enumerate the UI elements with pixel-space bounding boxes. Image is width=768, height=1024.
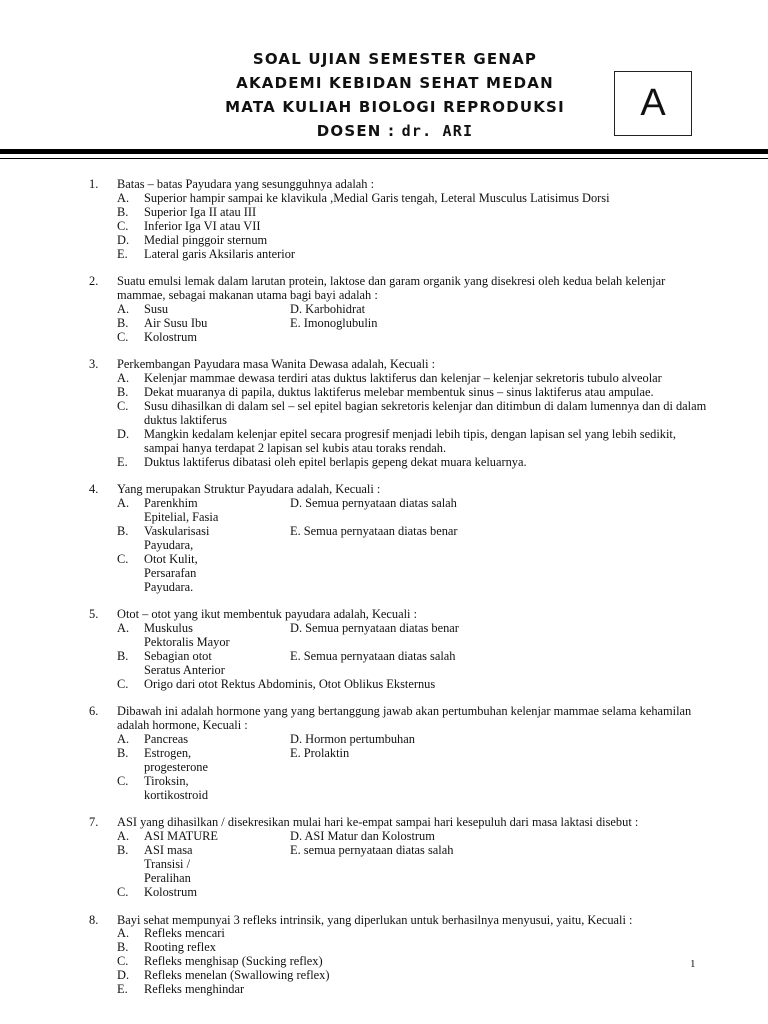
option-c (0, 678, 768, 692)
option-letter: A. (117, 732, 130, 747)
question-text: Perkembangan Payudara masa Wanita Dewasa adalah, Kecuali : (117, 357, 436, 372)
question-5 (0, 608, 768, 691)
option-text: Origo dari otot Rektus Abdominis, Otot Oblikus Eksternus (144, 676, 436, 691)
option-text: Kolostrum (144, 884, 198, 899)
option-e: E. Prolaktin (290, 746, 350, 761)
option-e: E. Semua pernyataan diatas benar (290, 524, 458, 538)
option-text: ASI MATURE (144, 829, 219, 844)
option-b (0, 650, 290, 678)
header-title-line-1: SOAL UJIAN SEMESTER GENAP (252, 50, 538, 68)
option-text: Dekat muaranya di papila, duktus laktiferus melebar membentuk sinus – sinus laktiferus atau ampulae. (144, 385, 654, 400)
option-letter: C. (117, 399, 129, 414)
question-2 (0, 275, 768, 345)
option-letter: C. (117, 954, 129, 969)
option-letter: C. (117, 773, 129, 788)
option-list (0, 372, 768, 469)
option-b (0, 844, 290, 886)
option-letter: A. (117, 621, 130, 636)
option-text: Lateral garis Aksilaris anterior (144, 246, 296, 261)
option-empty (290, 331, 768, 345)
question-stem (0, 178, 768, 192)
option-text: Kelenjar mammae dewasa terdiri atas duktus laktiferus dan kelenjar – kelenjar sekretoris tubulo alveolar (144, 371, 662, 386)
question-stem (0, 483, 768, 497)
question-4 (0, 483, 768, 594)
question-number: 1. (89, 177, 99, 191)
question-number: 7. (89, 815, 99, 830)
question-6 (0, 705, 768, 802)
option-a (0, 733, 290, 747)
option-letter: B. (117, 385, 129, 400)
option-b (0, 747, 290, 775)
option-grid (0, 497, 768, 594)
option-text: Superior hampir sampai ke klavikula ,Medial Garis tengah, Leteral Musculus Latisimus Dorsi (144, 190, 610, 205)
question-list (0, 178, 768, 1011)
option-text: Mangkin kedalam kelenjar epitel secara progresif menjadi lebih tipis, dengan lapisan sel yang lebih sedikit, sampai hanya terdapat 2 lapisan sel kubis atau toraks rendah. (144, 426, 676, 455)
option-a (0, 192, 768, 206)
question-number: 6. (89, 704, 99, 719)
question-number: 8. (89, 912, 99, 927)
lecturer-label: DOSEN : (316, 122, 402, 140)
option-text: Tiroksin, kortikostroid (144, 773, 209, 802)
option-text: Estrogen, progesterone (144, 746, 208, 774)
option-letter: B. (117, 524, 129, 538)
page-number: 1 (690, 958, 696, 970)
question-8 (0, 914, 768, 997)
option-text: Otot Kulit, Persarafan Payudara. (144, 551, 198, 594)
option-c (0, 886, 290, 900)
option-letter: D. (117, 232, 130, 247)
option-list (0, 192, 768, 262)
question-1 (0, 178, 768, 261)
question-text: Bayi sehat mempunyai 3 refleks intrinsik, yang diperlukan untuk berhasilnya menyusui, yaitu, Kecuali : (117, 912, 633, 927)
question-stem (0, 705, 768, 733)
option-text: Pancreas (144, 732, 189, 747)
option-text: Susu dihasilkan di dalam sel – sel epitel bagian sekretoris kelenjar dan ditimbun di dalam lumennya dan di dalam duktus laktiferus (144, 399, 707, 427)
question-stem (0, 275, 768, 303)
option-c (0, 775, 290, 803)
question-text: Batas – batas Payudara yang sesungguhnya adalah : (117, 177, 375, 191)
header-divider-thin (0, 158, 768, 159)
option-letter: D. (117, 426, 130, 441)
header-title-line-3: MATA KULIAH BIOLOGI REPRODUKSI (225, 98, 565, 116)
option-letter: B. (117, 204, 129, 219)
option-letter: A. (117, 371, 130, 386)
question-stem (0, 608, 768, 622)
question-7 (0, 816, 768, 899)
option-letter: D. (117, 968, 130, 983)
option-letter: A. (117, 829, 130, 844)
question-number: 2. (89, 274, 99, 289)
option-b (0, 206, 768, 220)
option-letter: E. (117, 982, 128, 997)
option-text: Susu (144, 301, 169, 316)
option-grid (0, 303, 768, 345)
option-letter: B. (117, 746, 129, 761)
option-text: Inferior Iga VI atau VII (144, 218, 261, 233)
option-letter: C. (117, 676, 129, 691)
option-letter: C. (117, 551, 129, 566)
option-d (0, 969, 768, 983)
option-e (0, 456, 768, 470)
option-text: Vaskularisasi Payudara, (144, 524, 210, 552)
option-d: D. Karbohidrat (290, 301, 366, 316)
option-text: Medial pinggoir sternum (144, 232, 268, 247)
option-a (0, 497, 290, 525)
question-text: ASI yang dihasilkan / disekresikan mulai hari ke-empat sampai hari kesepuluh dari masa laktasi disebut : (117, 815, 639, 830)
option-text: Superior Iga II atau III (144, 204, 257, 219)
option-text: Muskulus Pektoralis Mayor (144, 621, 230, 650)
option-text: Parenkhim Epitelial, Fasia (144, 496, 219, 525)
question-stem (0, 358, 768, 372)
question-text: Otot – otot yang ikut membentuk payudara adalah, Kecuali : (117, 607, 418, 622)
option-empty (290, 886, 768, 900)
option-grid (0, 622, 768, 678)
option-letter: B. (117, 315, 129, 330)
option-d: D. Hormon pertumbuhan (290, 732, 415, 747)
option-d (0, 428, 768, 456)
option-letter: B. (117, 648, 129, 663)
option-letter: A. (117, 496, 130, 511)
option-text: Kolostrum (144, 329, 198, 344)
option-empty (290, 553, 768, 595)
question-stem (0, 914, 768, 928)
option-list (0, 678, 768, 692)
option-b (0, 386, 768, 400)
option-a (0, 303, 290, 317)
question-text: Yang merupakan Struktur Payudara adalah, Kecuali : (117, 482, 381, 497)
option-grid (0, 830, 768, 900)
option-a (0, 622, 290, 650)
option-text: Refleks menghisap (Sucking reflex) (144, 954, 323, 969)
option-d (0, 234, 768, 248)
option-text: Refleks menelan (Swallowing reflex) (144, 968, 330, 983)
header-title-line-2: AKADEMI KEBIDAN SEHAT MEDAN (236, 74, 554, 92)
option-text: Refleks menghindar (144, 982, 245, 997)
option-letter: C. (117, 884, 129, 899)
option-list (0, 927, 768, 997)
option-text: Refleks mencari (144, 926, 225, 941)
question-text: Dibawah ini adalah hormone yang yang bertanggung jawab akan pertumbuhan kelenjar mammae selama kehamilan adalah hormone, Kecuali : (117, 704, 692, 733)
option-letter: E. (117, 454, 128, 469)
option-text: Air Susu Ibu (144, 315, 208, 330)
option-text: ASI masa Transisi / Peralihan (144, 843, 193, 885)
option-a (0, 830, 290, 844)
option-letter: B. (117, 940, 129, 955)
option-text: Rooting reflex (144, 940, 216, 955)
option-letter: C. (117, 329, 129, 344)
question-stem (0, 816, 768, 830)
option-letter: C. (117, 218, 129, 233)
question-text: Suatu emulsi lemak dalam larutan protein, laktose dan garam organik yang disekresi oleh kedua belah kelenjar mammae, sebagai makanan utama bagi bayi adalah : (117, 274, 666, 303)
header-divider-thick (0, 149, 768, 154)
option-text: Sebagian otot Seratus Anterior (144, 648, 225, 677)
option-c (0, 220, 768, 234)
option-letter: E. (117, 246, 128, 261)
option-grid (0, 733, 768, 803)
lecturer-name: dr. ARI (401, 122, 474, 140)
option-a (0, 372, 768, 386)
option-c (0, 553, 290, 595)
exam-variant-letter: A (640, 82, 666, 124)
option-c (0, 955, 768, 969)
option-e: E. semua pernyataan diatas salah (290, 843, 454, 858)
option-e: E. Semua pernyataan diatas salah (290, 648, 456, 663)
question-number: 4. (89, 482, 99, 497)
option-e (0, 983, 768, 997)
option-d: D. Semua pernyataan diatas benar (290, 621, 459, 636)
option-b (0, 941, 768, 955)
option-letter: B. (117, 843, 129, 858)
option-empty (290, 775, 768, 803)
option-letter: A. (117, 190, 130, 205)
question-number: 3. (89, 357, 99, 372)
option-e (0, 248, 768, 262)
option-c (0, 331, 290, 345)
question-number: 5. (89, 607, 99, 622)
option-a (0, 927, 768, 941)
option-letter: A. (117, 926, 130, 941)
option-d: D. ASI Matur dan Kolostrum (290, 829, 435, 844)
option-text: Duktus laktiferus dibatasi oleh epitel berlapis gepeng dekat muara keluarnya. (144, 454, 527, 469)
option-c (0, 400, 768, 428)
option-b (0, 317, 290, 331)
option-d: D. Semua pernyataan diatas salah (290, 496, 457, 511)
option-letter: A. (117, 301, 130, 316)
exam-variant-box (614, 71, 692, 136)
option-b (0, 525, 290, 553)
option-e: E. Imonoglubulin (290, 315, 378, 330)
question-3 (0, 358, 768, 469)
